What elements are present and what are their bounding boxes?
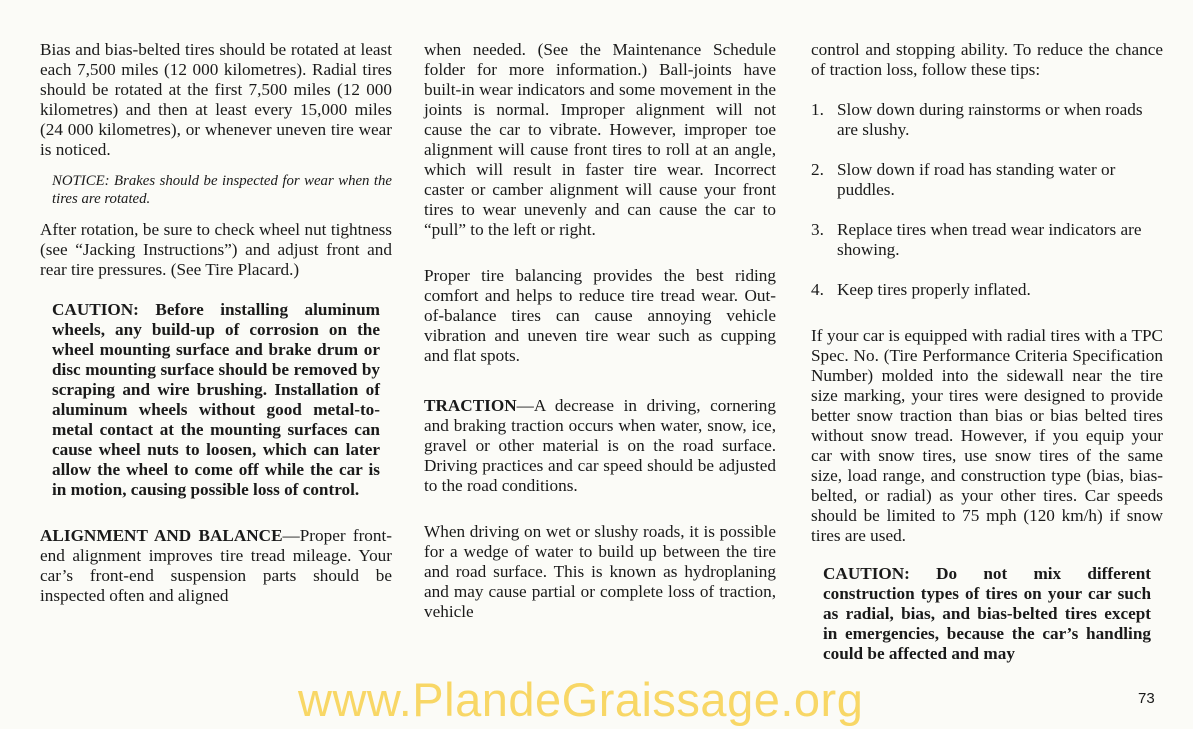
page-number: 73 bbox=[1138, 690, 1155, 707]
list-item: 2. Slow down if road has standing water or puddles. bbox=[811, 160, 1116, 199]
traction-tips-intro: control and stopping ability. To reduce the chance of traction loss, follow these tips: bbox=[811, 40, 1163, 79]
balancing-paragraph: Proper tire balancing provides the best riding comfort and helps to reduce tire tread wear. Out-of-balance tires can cause annoying vehicle vibration and uneven tire wear such as cupping and flat spots. bbox=[424, 266, 776, 365]
traction-tips-list bbox=[811, 100, 1163, 300]
traction-paragraph bbox=[424, 396, 776, 496]
alignment-heading: ALIGNMENT AND BALANCE bbox=[40, 526, 283, 545]
hydroplaning-paragraph: When driving on wet or slushy roads, it is possible for a wedge of water to build up between the tire and road surface. This is known as hydroplaning and may cause partial or complete loss of traction, vehicle bbox=[424, 522, 776, 621]
alignment-text: —Proper front-end alignment improves tire tread mileage. Your car’s front-end suspension parts should be inspected often and aligned bbox=[40, 526, 392, 605]
text-column-left bbox=[40, 40, 392, 606]
snow-tires-paragraph: If your car is equipped with radial tires with a TPC Spec. No. (Tire Performance Criteria Specification Number) molded into the sidewall near the tire size marking, your tires were designed to provide better snow traction than bias or bias belted tires without snow tread. However, if you equip your car with snow tires, use snow tires of the same size, load range, and construction type (bias, bias-belted, or radial) as your other tires. Car speeds should be limited to 75 mph (120 km/h) if snow tires are used. bbox=[811, 326, 1163, 545]
text-column-right bbox=[811, 40, 1163, 664]
list-item: 1. Slow down during rainstorms or when roads are slushy. bbox=[811, 100, 1143, 139]
alignment-continued-paragraph: when needed. (See the Maintenance Schedule folder for more information.) Ball-joints have built-in wear indicators and some movement in the joints is normal. Improper alignment will not cause the car to vibrate. However, improper toe alignment will cause front tires to roll at an angle, which will result in faster tire wear. Incorrect caster or camber alignment will cause your front tires to wear unevenly and can cause the car to “pull” to the left or right. bbox=[424, 40, 776, 239]
list-item: 3. Replace tires when tread wear indicators are showing. bbox=[811, 220, 1142, 259]
list-item: 4. Keep tires properly inflated. bbox=[811, 280, 1031, 299]
notice-brakes: NOTICE: Brakes should be inspected for wear when the tires are rotated. bbox=[52, 173, 392, 207]
rotation-paragraph: Bias and bias-belted tires should be rotated at least each 7,500 miles (12 000 kilometres). Radial tires should be rotated at the first 7,500 miles (12 000 kilometres) and then at least every 15,000 miles (24 000 kilometres), or whenever uneven tire wear is noticed. bbox=[40, 40, 392, 159]
after-rotation-paragraph: After rotation, be sure to check wheel nut tightness (see “Jacking Instructions”) and adjust front and rear tire pressures. (See Tire Placard.) bbox=[40, 220, 392, 279]
caution-aluminum-wheels: CAUTION: Before installing aluminum wheels, any build-up of corrosion on the wheel mounting surface and brake drum or disc mounting surface should be removed by scraping and wire brushing. Installation of aluminum wheels without good metal-to-metal contact at the mounting surfaces can cause wheel nuts to loosen, which can later allow the wheel to come off while the car is in motion, causing possible loss of control. bbox=[52, 300, 380, 499]
text-column-middle bbox=[424, 40, 776, 622]
traction-heading: TRACTION bbox=[424, 396, 517, 415]
watermark-text: www.PlandeGraissage.org bbox=[298, 673, 864, 726]
alignment-paragraph bbox=[40, 526, 392, 606]
traction-text: —A decrease in driving, cornering and braking traction occurs when water, snow, ice, gravel or other material is on the road surface. Driving practices and car speed should be adjusted to the road conditions. bbox=[424, 396, 776, 495]
caution-mix-tires: CAUTION: Do not mix different construction types of tires on your car such as radial, bias, and bias-belted tires except in emergencies, because the car’s handling could be affected and may bbox=[823, 564, 1151, 663]
